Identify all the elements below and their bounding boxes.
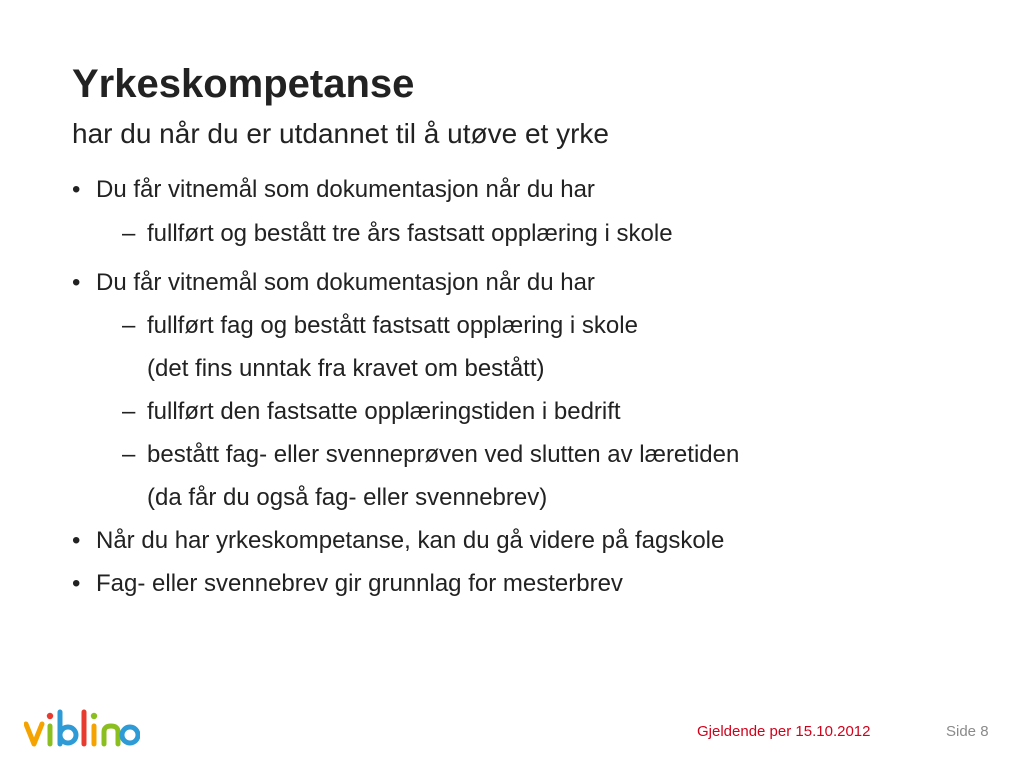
sub-bullet-item [122,394,621,430]
sub-bullet-item [122,216,673,252]
viblino-logo [24,708,140,752]
footer-date: Gjeldende per 15.10.2012 [697,723,871,740]
sub-bullet-item [122,308,638,344]
bullet-marker: • [72,570,81,597]
dash-marker: – [122,441,136,468]
bullet-item [72,523,724,559]
dash-marker: – [122,312,136,339]
slide-subtitle: har du når du er utdannet til å utøve et yrke [72,118,609,149]
sub-bullet-continuation: (da får du også fag- eller svennebrev) [147,484,548,511]
bullet-marker: • [72,527,81,554]
sub-bullet-text: fullført den fastsatte opplæringstiden i bedrift [147,398,621,425]
bullet-item [72,172,595,208]
bullet-text: Fag- eller svennebrev gir grunnlag for mesterbrev [96,570,623,597]
footer-page-number: Side 8 [946,723,989,740]
sub-bullet-continuation: (det fins unntak fra kravet om bestått) [147,355,545,382]
bullet-item [72,566,623,602]
slide-title: Yrkeskompetanse [72,62,415,106]
dash-marker: – [122,398,136,425]
bullet-item [72,265,595,301]
dash-marker: – [122,220,136,247]
bullet-text: Du får vitnemål som dokumentasjon når du har [96,269,595,296]
sub-bullet-item [122,437,739,473]
bullet-marker: • [72,176,81,203]
bullet-text: Når du har yrkeskompetanse, kan du gå videre på fagskole [96,527,725,554]
sub-bullet-text: fullført fag og bestått fastsatt opplæring i skole [147,312,638,339]
bullet-text: Du får vitnemål som dokumentasjon når du har [96,176,595,203]
sub-bullet-text: fullført og bestått tre års fastsatt opplæring i skole [147,220,673,247]
bullet-marker: • [72,269,81,296]
sub-bullet-text: bestått fag- eller svenneprøven ved slutten av læretiden [147,441,740,468]
